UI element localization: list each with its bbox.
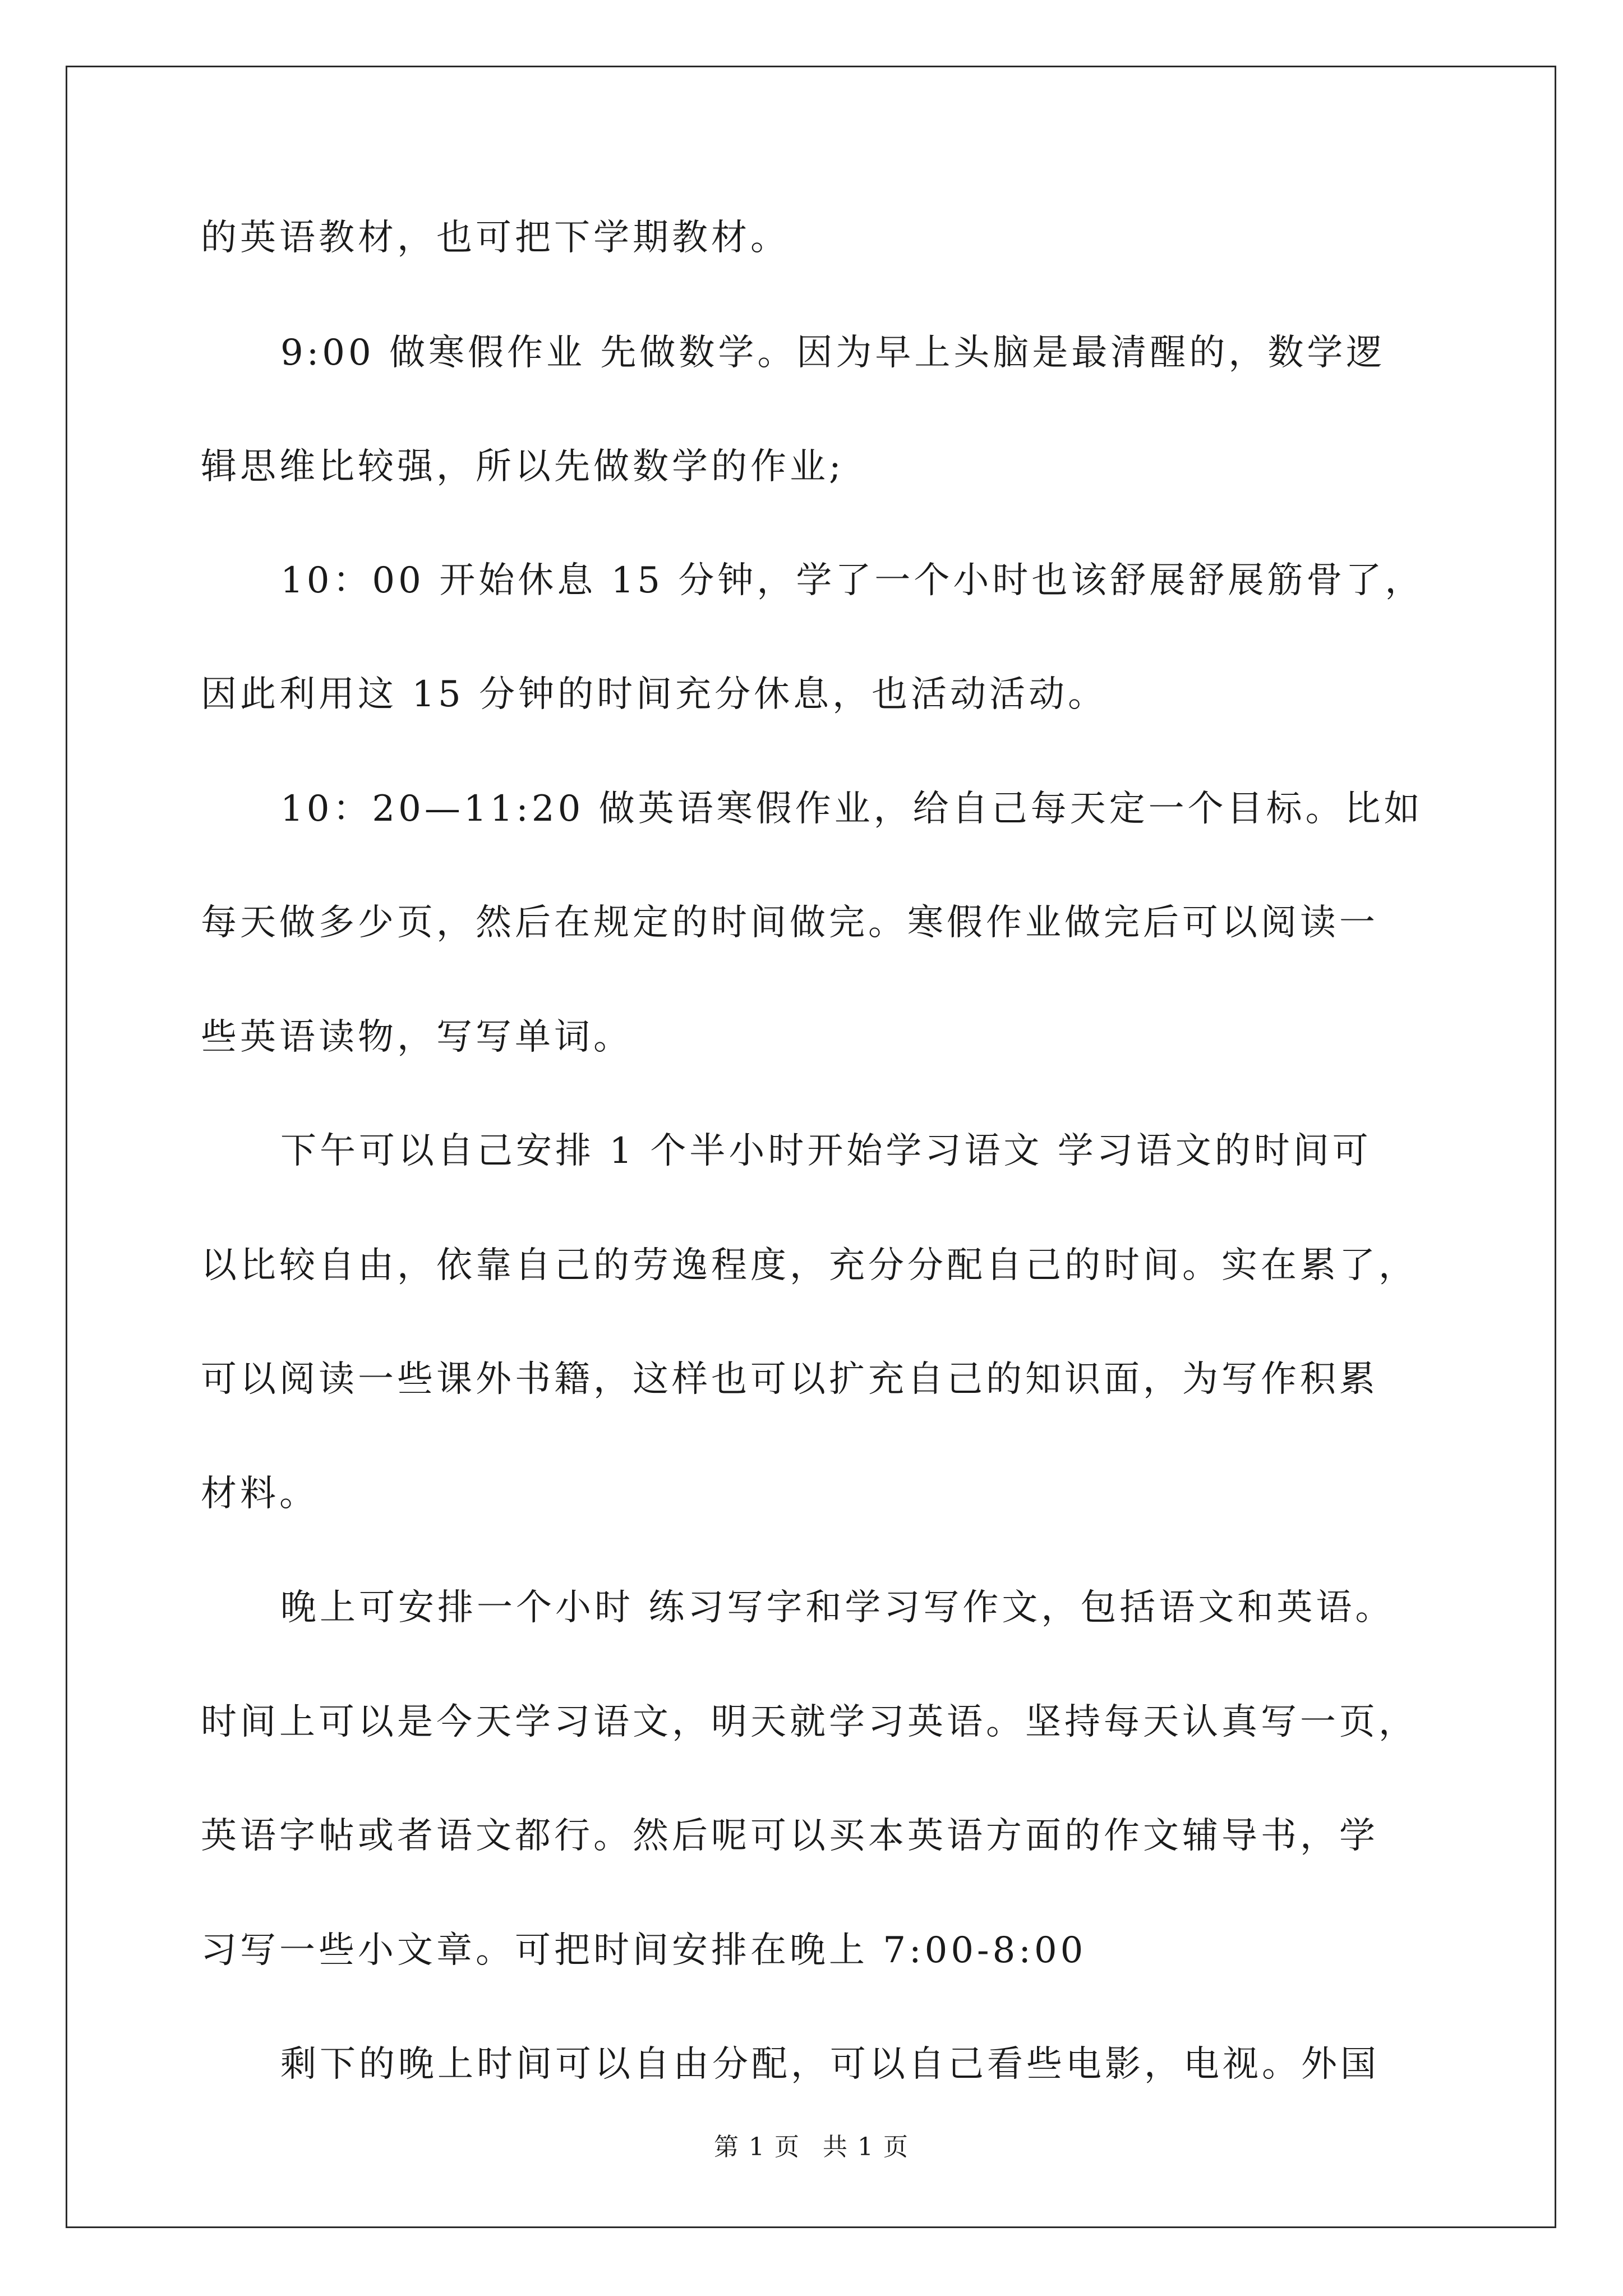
text-line: 9:00 做寒假作业 先做数学。因为早上头脑是最清醒的，数学逻 [280,332,1386,374]
page-total: 共 1 页 [823,2133,909,2161]
text-line: 的英语教材，也可把下学期教材。 [201,217,790,259]
text-line: 因此利用这 15 分钟的时间充分休息，也活动活动。 [201,674,1108,715]
text-line: 英语字帖或者语文都行。然后呢可以买本英语方面的作文辅导书，学 [201,1815,1378,1857]
page-footer [0,2135,1623,2160]
text-line: 习写一些小文章。可把时间安排在晚上 7:00-8:00 [201,1930,1087,1971]
text-line: 10：20—11:20 做英语寒假作业，给自己每天定一个目标。比如 [280,788,1423,830]
text-line: 10：00 开始休息 15 分钟，学了一个小时也该舒展舒展筋骨了， [280,560,1424,601]
text-line: 剩下的晚上时间可以自由分配，可以自己看些电影，电视。外国 [280,2044,1380,2085]
text-line: 些英语读物，写写单词。 [201,1016,633,1058]
text-line: 每天做多少页，然后在规定的时间做完。寒假作业做完后可以阅读一 [201,902,1378,944]
text-line: 时间上可以是今天学习语文，明天就学习英语。坚持每天认真写一页， [201,1701,1418,1743]
text-line: 晚上可安排一个小时 练习写字和学习写作文，包括语文和英语。 [280,1587,1395,1628]
text-line: 以比较自由，依靠自己的劳逸程度，充分分配自己的时间。实在累了， [201,1245,1418,1286]
text-line: 下午可以自己安排 1 个半小时开始学习语文 学习语文的时间可 [280,1130,1372,1172]
text-line: 可以阅读一些课外书籍，这样也可以扩充自己的知识面，为写作积累 [201,1359,1378,1400]
text-line: 辑思维比较强，所以先做数学的作业; [201,446,845,487]
page-number: 第 1 页 [714,2133,800,2161]
text-line: 材料。 [201,1473,319,1515]
